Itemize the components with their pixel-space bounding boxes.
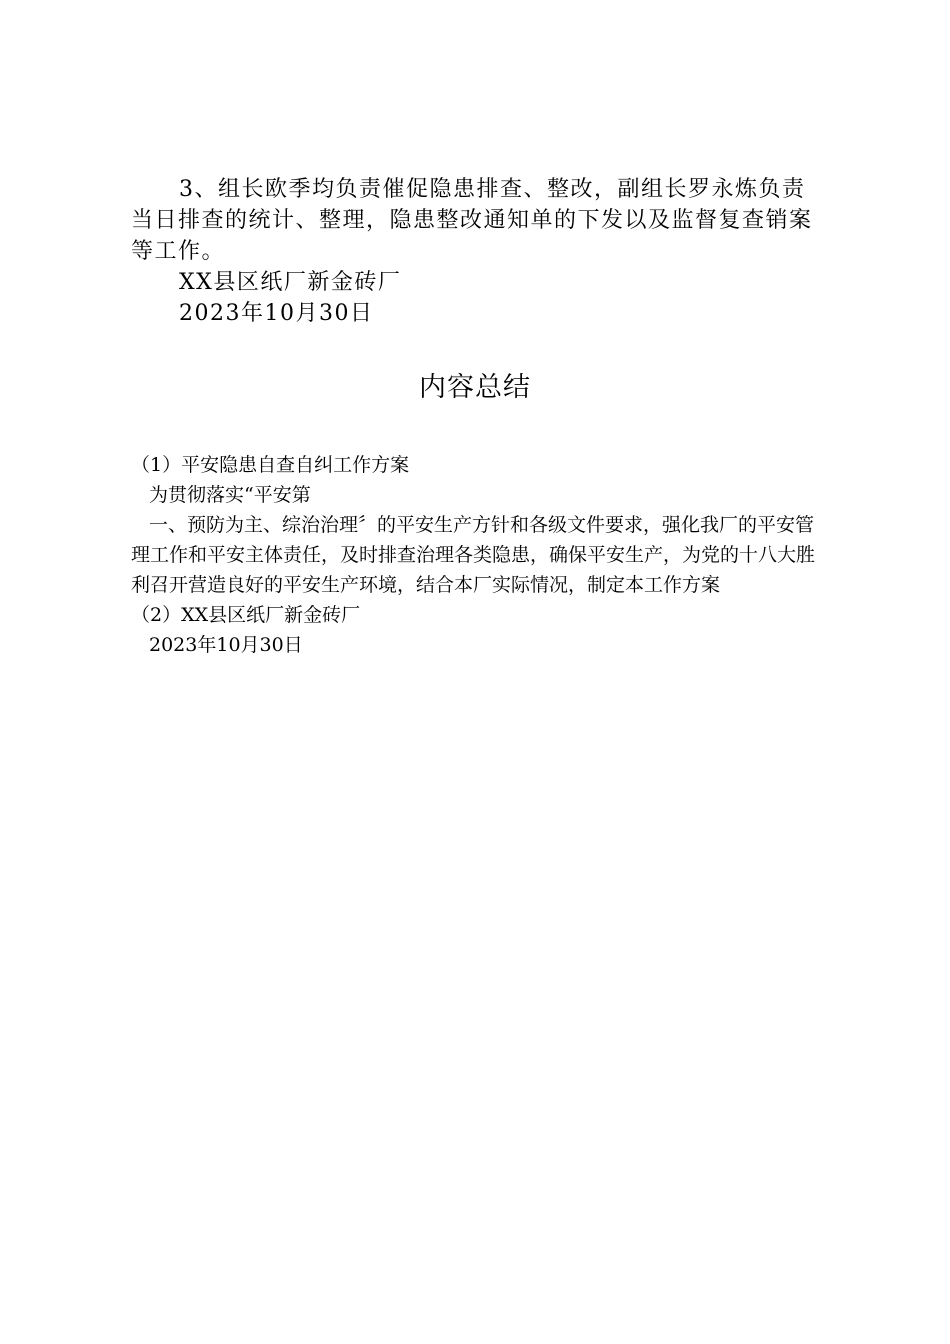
summary-item-2-date: 2023年10月30日 [149, 634, 303, 656]
summary-item-1-line-2: 一、预防为主、综治治理〞的平安生产方针和各级文件要求，强化我厂的平安管理工作和平安主体责任，及时排查治理各类隐患，确保平安生产，为党的十八大胜利召开营造良好的平安生产环境，结合本厂实际情况，制定本工作方案 [131, 514, 816, 596]
paragraph-responsibility: 3、组长欧季均负责催促隐患排查、整改，副组长罗永炼负责当日排查的统计、整理，隐患整改通知单的下发以及监督复查销案等工作。 [131, 177, 813, 264]
summary-body [131, 450, 821, 660]
summary-item-1-heading: （1）平安隐患自查自纠工作方案 [131, 454, 410, 476]
summary-item-1-line-1: 为贯彻落实“平安第 [149, 484, 311, 506]
signature-date: 2023年10月30日 [179, 301, 374, 326]
summary-item-2-heading: （2）XX县区纸厂新金砖厂 [131, 604, 361, 626]
summary-title: 内容总结 [419, 372, 531, 403]
signature-organization: XX县区纸厂新金砖厂 [179, 270, 402, 295]
document-body [131, 174, 821, 329]
